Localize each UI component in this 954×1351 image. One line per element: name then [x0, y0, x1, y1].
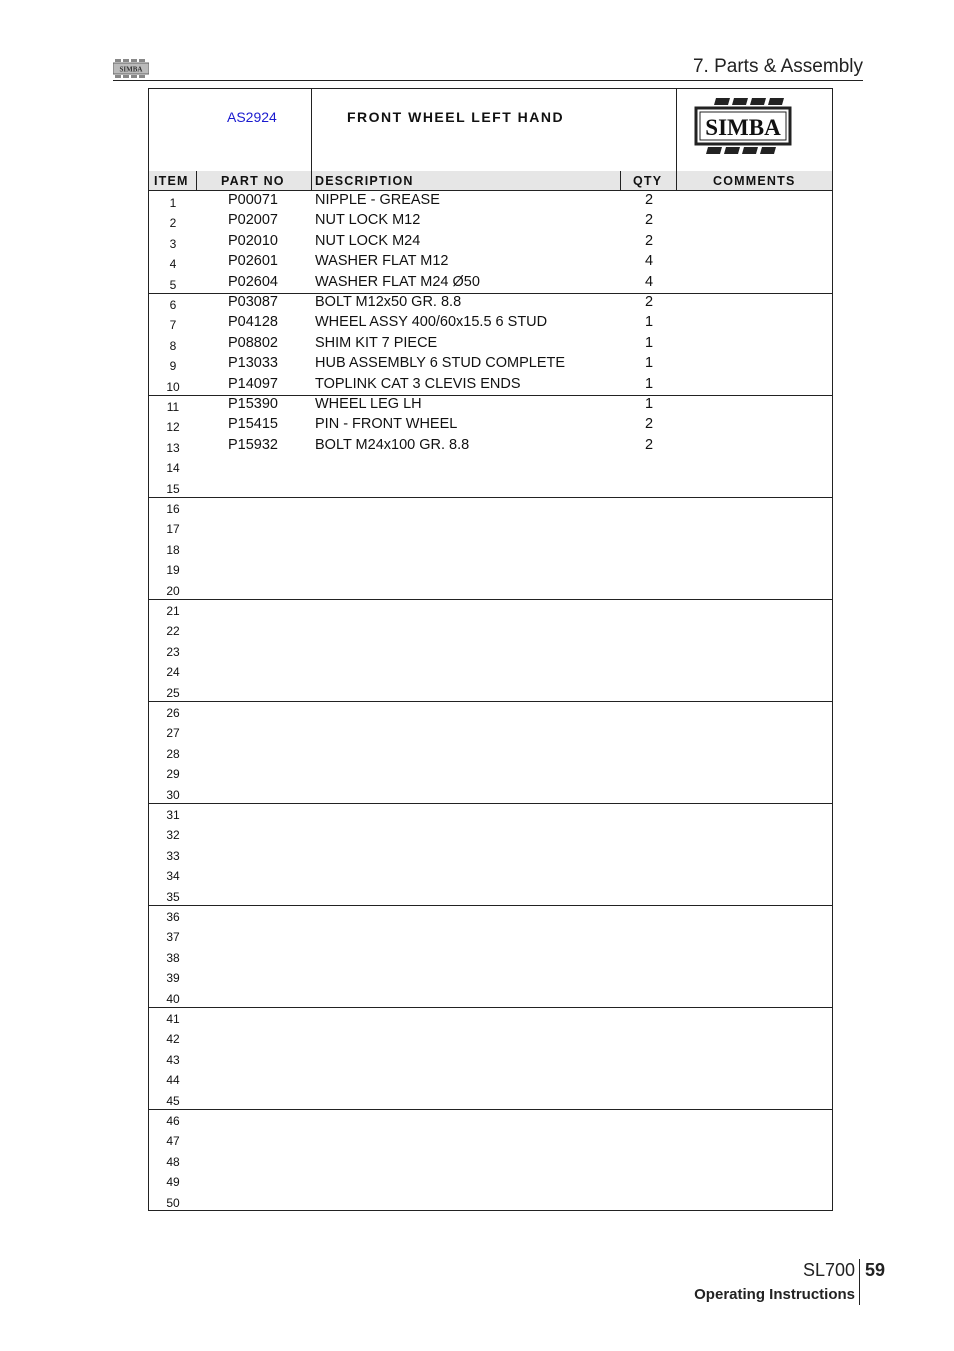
part-description: PIN - FRONT WHEEL [315, 416, 458, 433]
simba-small-logo [113, 59, 149, 79]
part-description: TOPLINK CAT 3 CLEVIS ENDS [315, 375, 521, 392]
quantity: 2 [644, 192, 654, 208]
table-row [149, 946, 832, 966]
quantity: 1 [644, 375, 654, 392]
quantity: 1 [644, 314, 654, 331]
table-row [149, 905, 832, 925]
item-number: 32 [166, 828, 180, 843]
table-row [149, 1068, 832, 1088]
part-description: WHEEL LEG LH [315, 396, 422, 412]
table-row [149, 681, 832, 701]
table-row [149, 783, 832, 803]
table-row [149, 293, 832, 313]
quantity: 1 [644, 334, 654, 351]
table-row [149, 456, 832, 476]
item-number: 50 [166, 1195, 180, 1210]
footer-divider [859, 1259, 860, 1305]
section-title: 7. Parts & Assembly [692, 56, 863, 77]
part-description: NIPPLE - GREASE [315, 192, 440, 208]
assembly-header [149, 89, 832, 172]
table-row [149, 232, 832, 252]
item-number: 40 [166, 991, 180, 1006]
table-row [149, 660, 832, 680]
table-row [149, 721, 832, 741]
quantity: 1 [644, 396, 654, 412]
item-number: 27 [166, 726, 180, 741]
part-number: P03087 [228, 294, 278, 310]
part-description: WASHER FLAT M12 [315, 253, 449, 270]
item-number: 7 [169, 318, 177, 333]
item-number: 17 [166, 522, 180, 537]
table-row [149, 987, 832, 1007]
table-row [149, 925, 832, 945]
item-number: 33 [166, 848, 180, 863]
table-row [149, 252, 832, 272]
table-row [149, 1109, 832, 1129]
item-number: 6 [169, 298, 177, 312]
table-row [149, 966, 832, 986]
part-number: P02010 [228, 232, 278, 249]
item-number: 2 [169, 216, 177, 231]
col-item: ITEM [154, 174, 189, 188]
part-description: NUT LOCK M24 [315, 232, 421, 249]
item-number: 16 [166, 502, 180, 516]
part-description: WHEEL ASSY 400/60x15.5 6 STUD [315, 314, 548, 331]
item-number: 45 [166, 1093, 180, 1108]
item-number: 31 [166, 808, 180, 822]
table-row [149, 599, 832, 619]
item-number: 8 [169, 338, 177, 353]
table-row [149, 1129, 832, 1149]
svg-text:SIMBA: SIMBA [705, 115, 781, 140]
table-row [149, 1191, 832, 1211]
item-number: 26 [166, 706, 180, 720]
model-name: SL700 [802, 1260, 855, 1280]
table-row [149, 558, 832, 578]
table-row [149, 844, 832, 864]
table-row [149, 436, 832, 456]
table-row [149, 477, 832, 497]
item-number: 10 [166, 379, 180, 394]
item-number: 39 [166, 971, 180, 986]
item-number: 9 [169, 359, 177, 374]
item-number: 46 [166, 1114, 180, 1128]
item-number: 38 [166, 950, 180, 965]
item-number: 23 [166, 644, 180, 659]
quantity: 2 [644, 416, 654, 433]
item-number: 30 [166, 787, 180, 802]
part-description: BOLT M24x100 GR. 8.8 [315, 436, 470, 453]
table-row [149, 701, 832, 721]
col-qty: QTY [633, 174, 663, 188]
quantity: 4 [644, 253, 654, 270]
item-number: 21 [166, 604, 180, 618]
item-number: 44 [166, 1073, 180, 1088]
part-description: HUB ASSEMBLY 6 STUD COMPLETE [315, 355, 566, 372]
item-number: 43 [166, 1052, 180, 1067]
table-row [149, 415, 832, 435]
table-row [149, 640, 832, 660]
part-number: P04128 [228, 314, 278, 331]
part-description: NUT LOCK M12 [315, 212, 421, 229]
item-number: 24 [166, 665, 180, 680]
page-number: 59 [865, 1260, 886, 1280]
table-row [149, 1048, 832, 1068]
table-row [149, 313, 832, 333]
item-number: 29 [166, 767, 180, 782]
assembly-number: AS2924 [227, 109, 277, 125]
item-number: 25 [166, 685, 180, 700]
part-description: SHIM KIT 7 PIECE [315, 334, 438, 351]
part-number: P00071 [228, 192, 278, 208]
item-number: 12 [166, 420, 180, 435]
item-number: 35 [166, 889, 180, 904]
col-part-no: PART NO [221, 174, 285, 188]
part-number: P15415 [228, 416, 278, 433]
part-number: P02604 [228, 273, 278, 290]
table-row [149, 1089, 832, 1109]
part-number: P15390 [228, 396, 278, 412]
table-row [149, 375, 832, 395]
table-row [149, 1027, 832, 1047]
item-number: 41 [166, 1012, 180, 1026]
table-row [149, 497, 832, 517]
item-number: 36 [166, 910, 180, 924]
divider [676, 89, 677, 171]
table-row [149, 823, 832, 843]
table-row [149, 619, 832, 639]
part-number: P13033 [228, 355, 278, 372]
item-number: 37 [166, 930, 180, 945]
col-comments: COMMENTS [713, 174, 796, 188]
quantity: 2 [644, 212, 654, 229]
table-row [149, 395, 832, 415]
divider [676, 171, 677, 190]
table-row [149, 211, 832, 231]
divider [196, 171, 197, 190]
table-row [149, 579, 832, 599]
item-number: 3 [169, 236, 177, 251]
table-row [149, 354, 832, 374]
item-number: 42 [166, 1032, 180, 1047]
quantity: 2 [644, 232, 654, 249]
table-row [149, 191, 832, 211]
part-description: WASHER FLAT M24 Ø50 [315, 273, 480, 290]
item-number: 11 [166, 400, 180, 414]
svg-text:SIMBA: SIMBA [119, 65, 143, 74]
part-number: P14097 [228, 375, 278, 392]
parts-table [148, 88, 833, 1211]
quantity: 2 [644, 436, 654, 453]
assembly-title: FRONT WHEEL LEFT HAND [347, 109, 565, 125]
table-row [149, 334, 832, 354]
col-description: DESCRIPTION [315, 174, 414, 188]
item-number: 20 [166, 583, 180, 598]
item-number: 14 [166, 461, 180, 476]
item-number: 18 [166, 542, 180, 557]
table-row [149, 762, 832, 782]
part-number: P02007 [228, 212, 278, 229]
table-row [149, 742, 832, 762]
table-row [149, 1007, 832, 1027]
table-row [149, 538, 832, 558]
item-number: 34 [166, 869, 180, 884]
part-number: P15932 [228, 436, 278, 453]
item-number: 19 [166, 563, 180, 578]
table-row [149, 273, 832, 293]
part-description: BOLT M12x50 GR. 8.8 [315, 294, 462, 310]
item-number: 13 [166, 440, 180, 455]
item-number: 22 [166, 624, 180, 639]
item-number: 48 [166, 1154, 180, 1169]
footer-subtitle: Operating Instructions [694, 1286, 855, 1303]
item-number: 1 [169, 196, 177, 210]
column-header-row [149, 171, 832, 191]
table-row [149, 1170, 832, 1190]
simba-logo [694, 96, 794, 158]
divider [620, 171, 621, 190]
table-row [149, 885, 832, 905]
quantity: 2 [644, 294, 654, 310]
quantity: 1 [644, 355, 654, 372]
part-number: P08802 [228, 334, 278, 351]
divider [311, 171, 312, 190]
part-number: P02601 [228, 253, 278, 270]
table-row [149, 864, 832, 884]
divider [311, 89, 312, 171]
table-row [149, 1150, 832, 1170]
item-number: 15 [166, 481, 180, 496]
item-number: 49 [166, 1175, 180, 1190]
item-number: 4 [169, 257, 177, 272]
table-row [149, 517, 832, 537]
item-number: 28 [166, 746, 180, 761]
header-rule [113, 80, 863, 81]
item-number: 47 [166, 1134, 180, 1149]
item-number: 5 [169, 277, 177, 292]
quantity: 4 [644, 273, 654, 290]
table-row [149, 803, 832, 823]
